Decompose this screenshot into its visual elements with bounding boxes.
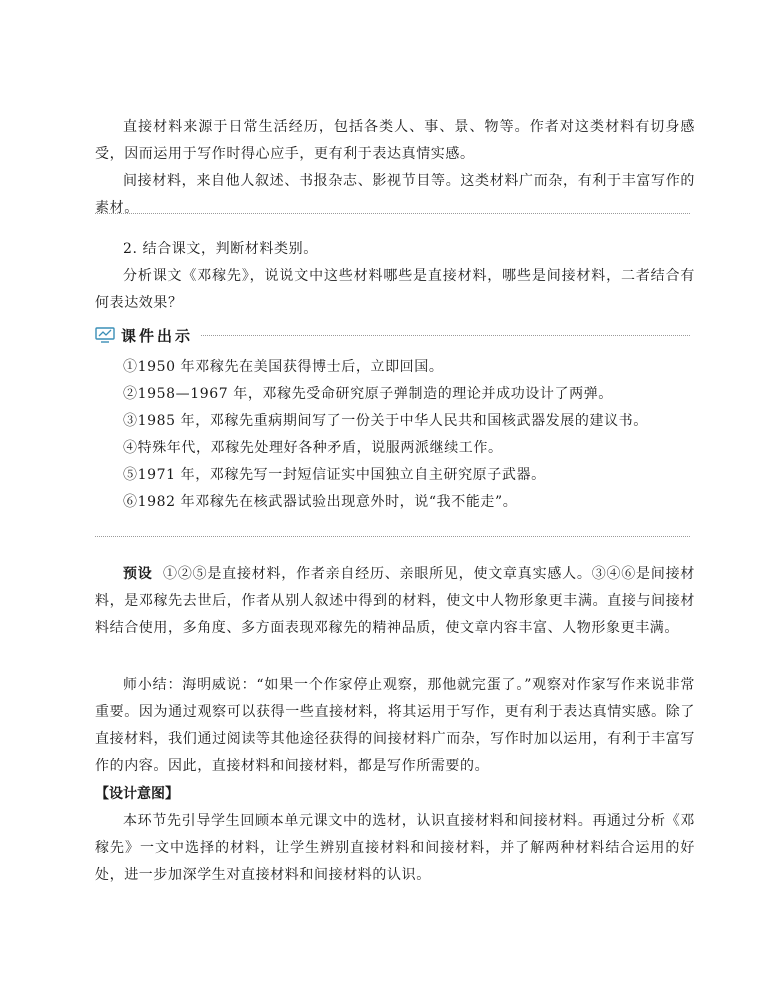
answer-text: ①②⑤是直接材料，作者亲自经历、亲眼所见，使文章真实感人。③④⑥是间接材料，是邓稼先去世后，作者从别人叙述中得到的材料，使文中人物形象更丰满。直接与间接材料结合使用，多角度、多方面表现邓稼先的精神品质，使文章内容丰富、人物形象更丰满。 bbox=[95, 566, 695, 636]
intro-paragraph-direct: 直接材料来源于日常生活经历，包括各类人、事、景、物等。作者对这类材料有切身感受，因而运用于写作时得心应手，更有利于表达真情实感。 bbox=[95, 119, 695, 162]
list-item: ⑥1982 年邓稼先在核武器试验出现意外时，说“我不能走”。 bbox=[123, 494, 518, 510]
intro-paragraph-indirect: 间接材料，来自他人叙述、书报杂志、影视节目等。这类材料广而杂，有利于丰富写作的素材。 bbox=[95, 173, 695, 216]
answer-paragraph bbox=[95, 561, 695, 642]
courseware-header bbox=[95, 324, 690, 346]
courseware-title: 课件出示 bbox=[121, 326, 194, 345]
dotted-divider bbox=[95, 213, 690, 214]
task-question: 分析课文《邓稼先》，说说文中这些材料哪些是直接材料，哪些是间接材料，二者结合有何表达效果？ bbox=[95, 268, 695, 311]
courseware-list bbox=[95, 354, 695, 516]
courseware-header-rule bbox=[201, 335, 690, 336]
courseware-icon bbox=[95, 327, 115, 343]
design-intent-text: 本环节先引导学生回顾本单元课文中的选材，认识直接材料和间接材料。再通过分析《邓稼先》一文中选择的材料，让学生辨别直接材料和间接材料，并了解两种材料结合运用的好处，进一步加深学生对直接材料和间接材料的认识。 bbox=[95, 813, 695, 883]
dotted-divider bbox=[95, 536, 690, 537]
task-heading: 2. 结合课文，判断材料类别。 bbox=[123, 241, 318, 257]
list-item: ①1950 年邓稼先在美国获得博士后，立即回国。 bbox=[123, 359, 444, 375]
list-item: ②1958—1967 年，邓稼先受命研究原子弹制造的理论并成功设计了两弹。 bbox=[123, 386, 613, 402]
teacher-summary: 师小结：海明威说：“如果一个作家停止观察，那他就完蛋了。”观察对作家写作来说非常重要。因为通过观察可以获得一些直接材料，将其运用于写作，更有利于表达真情实感。除了直接材料，我们通过阅读等其他途径获得的间接材料广而杂，写作时加以运用，有利于丰富写作的内容。因此，直接材料和间接材料，都是写作所需要的。 bbox=[95, 677, 695, 774]
list-item: ④特殊年代，邓稼先处理好各种矛盾，说服两派继续工作。 bbox=[123, 440, 503, 456]
list-item: ⑤1971 年，邓稼先写一封短信证实中国独立自主研究原子武器。 bbox=[123, 467, 546, 483]
answer-label: 预设 bbox=[123, 566, 153, 582]
list-item: ③1985 年，邓稼先重病期间写了一份关于中华人民共和国核武器发展的建议书。 bbox=[123, 413, 648, 429]
design-intent-heading: 【设计意图】 bbox=[95, 786, 179, 802]
